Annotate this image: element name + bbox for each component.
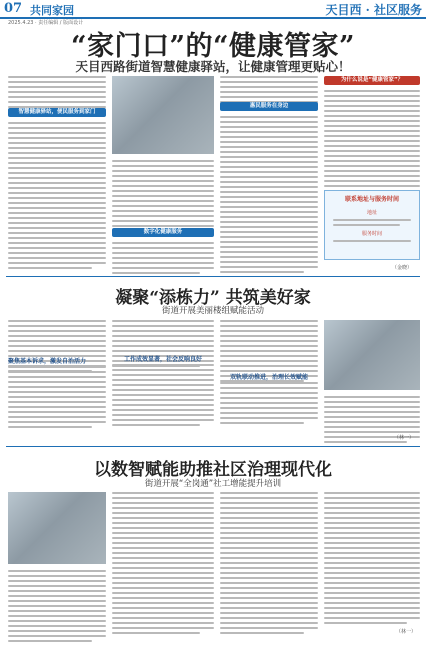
story2-column-2b <box>112 364 214 429</box>
info-box-title: 联系地址与服务时间 <box>344 196 399 203</box>
divider-1 <box>6 276 420 277</box>
info-time-label: 服务时间 <box>361 231 382 237</box>
story2-column-3b <box>220 382 318 427</box>
divider-2 <box>6 446 420 447</box>
story1-column-1b <box>8 122 106 272</box>
right-section-title: 天目西 · 社区服务 <box>325 3 422 17</box>
story1-byline: （金晓） <box>392 265 413 271</box>
story1-subheadline: 天目西路街道智慧健康驿站，让健康管理更贴心！ <box>75 59 351 74</box>
page-number: 07 <box>4 1 23 16</box>
story2-sub-b: 工作成效显著，社会反响良好 <box>123 356 202 363</box>
info-box <box>324 190 420 260</box>
story1-column-4 <box>324 90 420 205</box>
story1-photo <box>112 76 214 154</box>
info-address-label: 地址 <box>366 210 377 216</box>
story3-column-4 <box>324 492 420 627</box>
story1-band-3: 惠民服务在身边 <box>220 102 318 111</box>
story3-column-2 <box>112 492 214 637</box>
masthead <box>0 0 426 19</box>
story1-right-band: 为什么说是“健康管家”？ <box>324 76 420 85</box>
story1-band-2: 数字化健康服务 <box>112 228 214 237</box>
story3-caption <box>8 570 106 645</box>
section-title: 共同家园 <box>30 4 74 17</box>
story2-sub-a: 聚焦基本诉求，激发自治活力 <box>8 358 87 365</box>
story2-subheadline: 街道开展美丽楼组赋能活动 <box>161 306 264 316</box>
story2-byline: （林一） <box>394 435 415 441</box>
story3-subheadline: 街道开展“全岗通”社工增能提升培训 <box>144 479 282 489</box>
story3-photo <box>8 492 106 564</box>
story1-column-3b <box>220 116 318 276</box>
story1-column-2 <box>112 160 214 235</box>
date-line: 2025.4.23 · 责任编辑 / 版面设计 <box>8 20 84 26</box>
story1-band-1: 智慧健康驿站，便民服务到家门 <box>8 108 106 117</box>
story2-sub-c: 双轨联动推进，治理长效赋能 <box>229 374 308 381</box>
story3-column-3 <box>220 492 318 637</box>
story1-column-2b <box>112 242 214 277</box>
story2-headline: 凝聚“添栋力” 共筑美好家 <box>115 288 311 308</box>
story3-headline: 以数智赋能助推社区治理现代化 <box>94 460 332 480</box>
story3-byline: （林一） <box>396 629 417 635</box>
story1-headline: “家门口”的“健康管家” <box>70 31 356 62</box>
story2-column-1b <box>8 366 106 431</box>
story2-photo <box>324 320 420 390</box>
